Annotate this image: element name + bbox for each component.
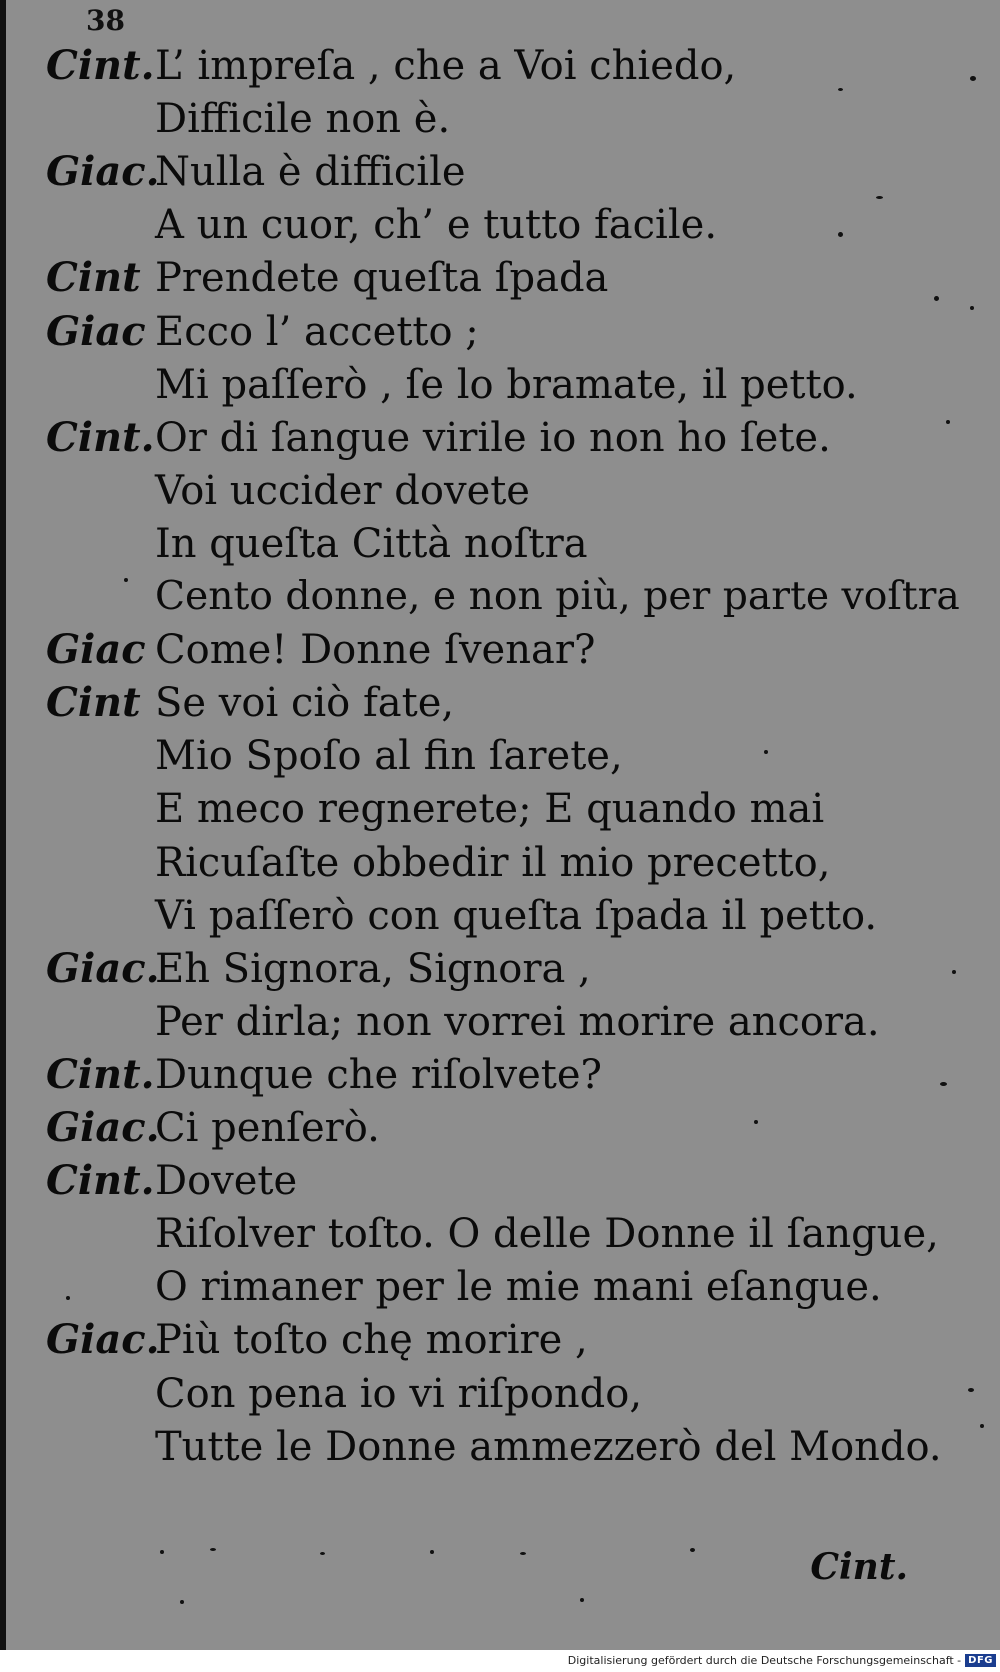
- print-speck: [946, 420, 950, 424]
- verse-text: Ricuſaſte obbedir il mio precetto,: [155, 839, 831, 886]
- verse-text: Tutte le Donne ammezzerò del Mondo.: [155, 1423, 942, 1470]
- print-speck: [430, 1550, 434, 1554]
- print-speck: [876, 196, 883, 199]
- verse-text: Or di ſangue virile io non ho ſete.: [155, 414, 831, 461]
- print-speck: [210, 1548, 216, 1551]
- verse-text: Come! Donne ſvenar?: [155, 627, 596, 674]
- print-speck: [934, 296, 939, 301]
- verse-text: Mio Spoſo al fin ſarete,: [155, 733, 623, 780]
- verse-text: Con pena io vi riſpondo,: [155, 1370, 643, 1417]
- print-speck: [970, 76, 976, 81]
- print-speck: [970, 306, 974, 310]
- print-speck: [838, 232, 843, 237]
- speaker-label: Cint.: [46, 1050, 155, 1098]
- dfg-logo: DFG: [965, 1654, 996, 1667]
- verse-text: Cento donne, e non più, per parte voſtra: [155, 574, 960, 619]
- print-speck: [968, 1388, 974, 1392]
- verse-text: Mi paſſerò , ſe lo bramate, il petto.: [155, 361, 858, 408]
- verse-text: Prendete queſta ſpada: [155, 255, 609, 302]
- verse-text: Dunque che riſolvete?: [155, 1051, 602, 1098]
- print-speck: [160, 1550, 164, 1554]
- verse-text: Per dirla; non vorrei morire ancora.: [155, 998, 880, 1045]
- print-speck: [940, 1082, 947, 1086]
- verse-text: Eh Signora, Signora ,: [155, 945, 591, 992]
- print-speck: [124, 578, 128, 582]
- speaker-label: Cint: [46, 679, 141, 727]
- speaker-label: Giac: [46, 626, 146, 674]
- print-speck: [980, 1424, 984, 1428]
- verse-text: Nulla è difficile: [155, 149, 466, 196]
- footer-credit-text: Digitalisierung gefördert durch die Deutsche Forschungsgemeinschaft -: [567, 1653, 962, 1667]
- print-speck: [66, 1296, 70, 1300]
- page-number: 38: [86, 4, 125, 37]
- verse-text: Vi paſſerò con queſta ſpada il petto.: [155, 892, 878, 939]
- verse-text: Dovete: [155, 1158, 298, 1205]
- print-speck: [520, 1552, 526, 1555]
- verse-text: Riſolver toſto. O delle Donne il ſangue,: [155, 1211, 939, 1258]
- verse-text: O rimaner per le mie mani eſangue.: [155, 1264, 882, 1311]
- digitization-footer: [568, 1651, 996, 1669]
- print-speck: [754, 1120, 758, 1124]
- verse-text: A un cuor, ch’ e tutto facile.: [155, 202, 718, 249]
- verse-text: Voi uccider dovete: [155, 467, 530, 514]
- print-speck: [764, 750, 768, 754]
- speaker-label: Giac.: [46, 1316, 160, 1364]
- verse-text: L’ impreſa , che a Voi chiedo,: [155, 43, 737, 89]
- speaker-label: Cint.: [46, 1157, 155, 1205]
- page-spine-edge: [0, 0, 6, 1650]
- print-speck: [580, 1598, 584, 1602]
- speaker-label: Cint.: [46, 413, 155, 461]
- print-speck: [180, 1600, 184, 1604]
- catchword: Cint.: [810, 1546, 908, 1588]
- speaker-label: Cint: [46, 254, 141, 302]
- speaker-label: Giac.: [46, 148, 160, 196]
- speaker-label: Giac.: [46, 1104, 160, 1151]
- verse-text: Se voi ciò fate,: [155, 680, 455, 727]
- print-speck: [690, 1548, 695, 1552]
- speaker-label: Giac: [46, 307, 146, 355]
- speaker-label: Giac.: [46, 944, 160, 992]
- print-speck: [320, 1552, 325, 1555]
- verse-text: Ci penſerò.: [155, 1105, 380, 1151]
- verse-text: E meco regnerete; E quando mai: [155, 786, 825, 833]
- print-speck: [952, 970, 956, 974]
- print-speck: [838, 88, 843, 91]
- verse-text: Ecco l’ accetto ;: [155, 308, 479, 355]
- verse-text: Difficile non è.: [155, 96, 451, 143]
- verse-text: Più toſto chę morire ,: [155, 1317, 588, 1364]
- speaker-label: Cint.: [46, 42, 155, 89]
- verse-text: In queſta Città noſtra: [155, 520, 588, 567]
